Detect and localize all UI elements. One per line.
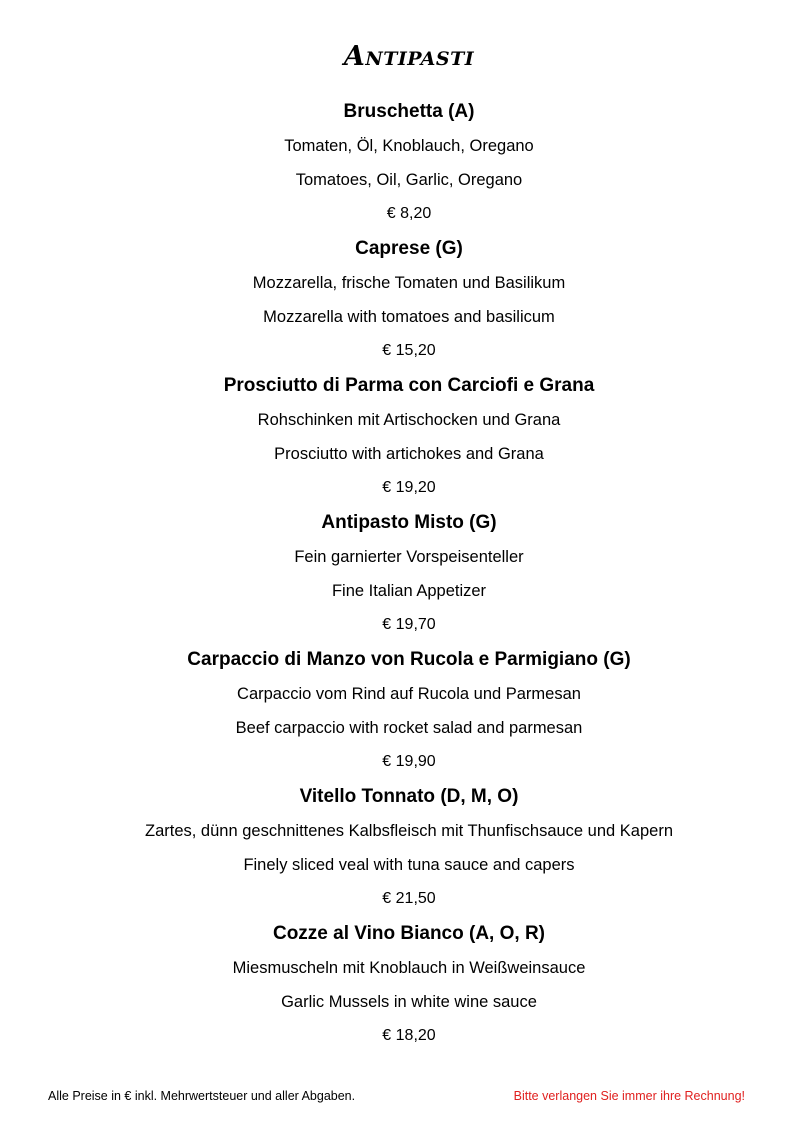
dish-name: Vitello Tonnato (D, M, O) xyxy=(299,786,519,807)
menu-item xyxy=(0,231,793,368)
dish-price: € 8,20 xyxy=(386,205,432,222)
menu-item xyxy=(0,94,793,231)
dish-price: € 19,20 xyxy=(382,479,436,496)
dish-description-german: Zartes, dünn geschnittenes Kalbsfleisch mit Thunfischsauce und Kapern xyxy=(145,822,673,840)
dish-name: Bruschetta (A) xyxy=(343,101,475,122)
menu-item xyxy=(0,642,793,779)
menu-item xyxy=(0,916,793,1053)
dish-description-german: Miesmuscheln mit Knoblauch in Weißweinsauce xyxy=(232,959,586,977)
dish-price: € 18,20 xyxy=(382,1027,436,1044)
dish-description-english: Finely sliced veal with tuna sauce and capers xyxy=(243,856,575,874)
dish-description-german: Fein garnierter Vorspeisenteller xyxy=(294,548,524,566)
dish-price: € 21,50 xyxy=(382,890,436,907)
receipt-notice: Bitte verlangen Sie immer ihre Rechnung! xyxy=(513,1089,745,1103)
menu-item xyxy=(0,779,793,916)
dish-name: Antipasto Misto (G) xyxy=(321,512,497,533)
dish-price: € 19,90 xyxy=(382,753,436,770)
menu-item xyxy=(0,368,793,505)
dish-description-english: Mozzarella with tomatoes and basilicum xyxy=(263,308,555,326)
dish-price: € 15,20 xyxy=(382,342,436,359)
dish-description-english: Tomatoes, Oil, Garlic, Oregano xyxy=(295,171,523,189)
dish-name: Cozze al Vino Bianco (A, O, R) xyxy=(272,923,545,944)
menu-list xyxy=(0,94,793,1053)
dish-description-german: Carpaccio vom Rind auf Rucola und Parmesan xyxy=(237,685,581,703)
prices-note: Alle Preise in € inkl. Mehrwertsteuer und aller Abgaben. xyxy=(48,1089,356,1103)
dish-name: Carpaccio di Manzo von Rucola e Parmigiano (G) xyxy=(187,649,631,670)
dish-name: Prosciutto di Parma con Carciofi e Grana xyxy=(223,375,595,396)
dish-description-german: Tomaten, Öl, Knoblauch, Oregano xyxy=(284,137,534,155)
dish-price: € 19,70 xyxy=(382,616,436,633)
page-title: Antipasti xyxy=(343,41,475,72)
dish-description-german: Rohschinken mit Artischocken und Grana xyxy=(257,411,561,429)
dish-description-english: Beef carpaccio with rocket salad and parmesan xyxy=(235,719,583,737)
dish-name: Caprese (G) xyxy=(355,238,463,259)
dish-description-german: Mozzarella, frische Tomaten und Basilikum xyxy=(252,274,566,292)
menu-item xyxy=(0,505,793,642)
dish-description-english: Garlic Mussels in white wine sauce xyxy=(281,993,537,1011)
dish-description-english: Fine Italian Appetizer xyxy=(331,582,487,600)
dish-description-english: Prosciutto with artichokes and Grana xyxy=(274,445,544,463)
